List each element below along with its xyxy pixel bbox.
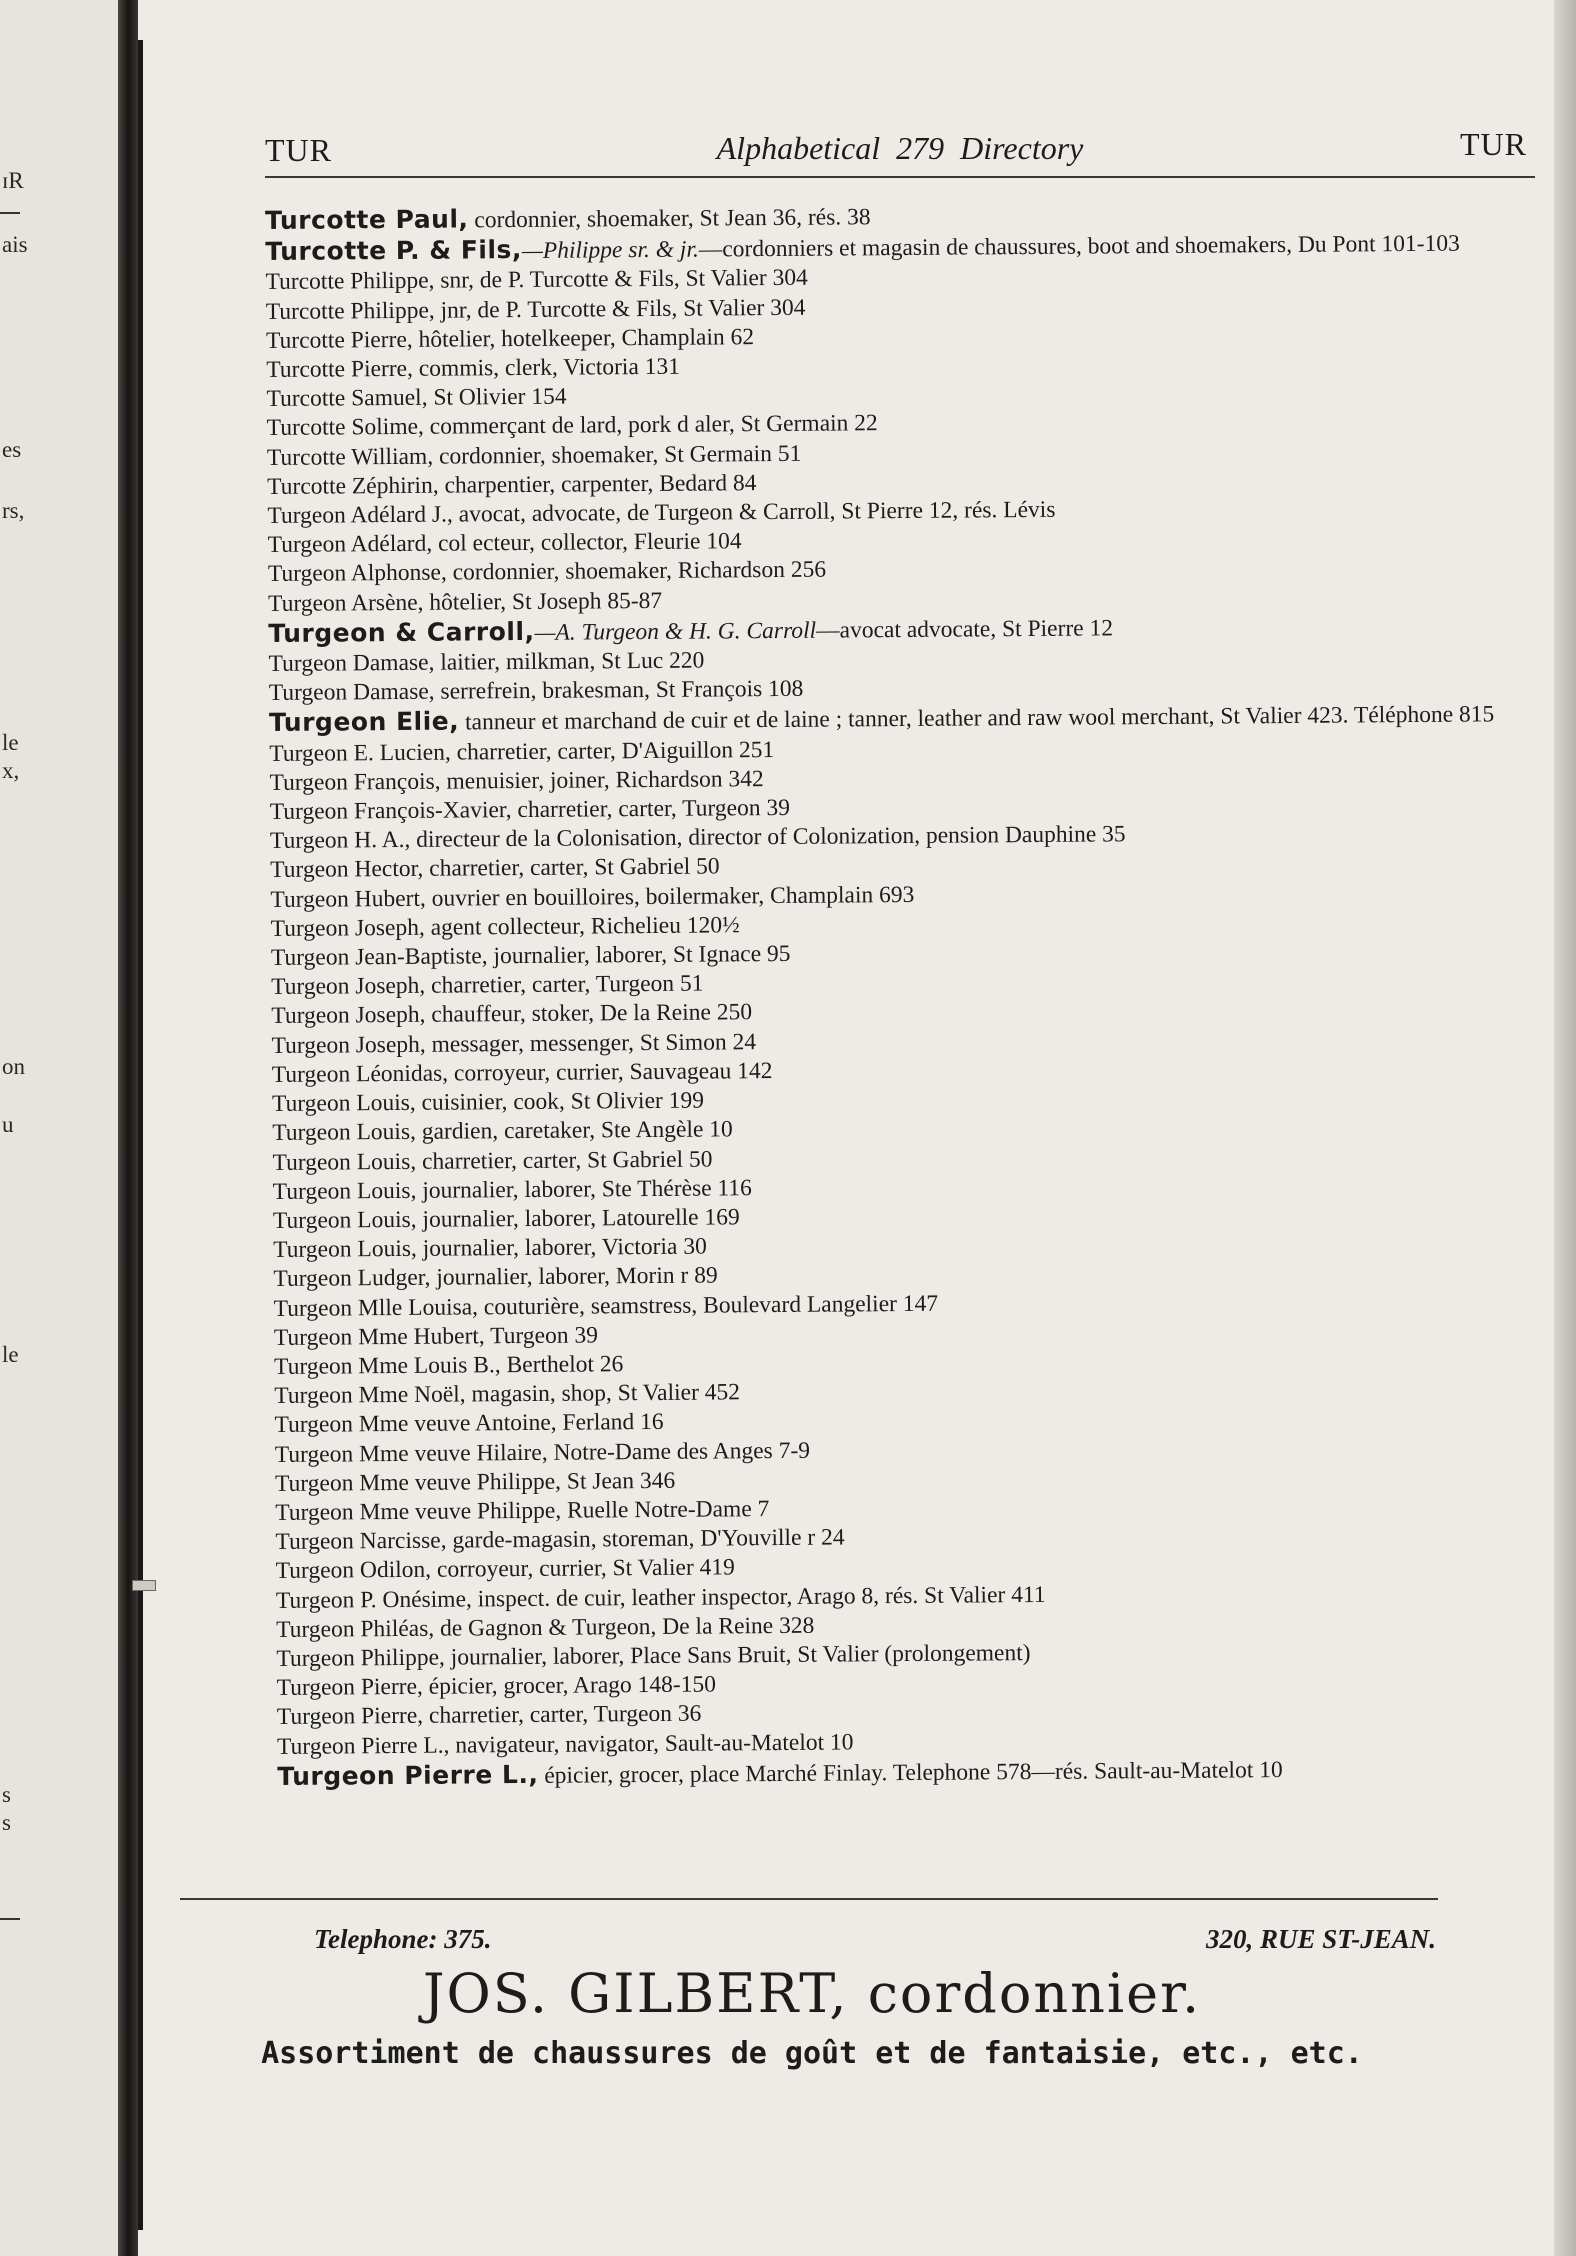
entry-name: Turgeon bbox=[276, 1674, 356, 1702]
entry-details: Adélard J., avocat, advocate, de Turgeon & Carroll, St Pierre 12, rés. Lévis bbox=[345, 496, 1056, 529]
entry-name: Turgeon bbox=[273, 1265, 352, 1293]
entry-details: Joseph, charretier, carter, Turgeon 51 bbox=[349, 970, 704, 1000]
entry-name: Turgeon bbox=[275, 1499, 354, 1526]
entry-name: Turgeon bbox=[274, 1411, 354, 1439]
left-page-margin bbox=[0, 0, 118, 2256]
entry-name: Turgeon bbox=[275, 1586, 355, 1614]
entry-details: Louis, journalier, laborer, Victoria 30 bbox=[351, 1233, 707, 1263]
entry-details: Louis, charretier, carter, St Gabriel 50 bbox=[350, 1146, 713, 1175]
entry-name: Turcotte bbox=[266, 385, 346, 413]
entry-details: épicier, grocer, place Marché Finlay. Telephone 578—rés. Sault-au-Matelot 10 bbox=[538, 1756, 1283, 1789]
entry-details: Odilon, corroyeur, currier, St Valier 419 bbox=[353, 1554, 735, 1584]
entry-name: Turgeon bbox=[276, 1732, 356, 1760]
entry-details: Zéphirin, charpentier, carpenter, Bedard 84 bbox=[345, 469, 757, 500]
entry-details: Mme Noël, magasin, shop, St Valier 452 bbox=[352, 1379, 741, 1409]
entry-details: Louis, gardien, caretaker, Ste Angèle 10 bbox=[350, 1116, 733, 1146]
entry-details: Mme veuve Hilaire, Notre-Dame des Anges 7-9 bbox=[353, 1437, 811, 1467]
ad-telephone: Telephone: 375. bbox=[314, 1924, 492, 1954]
entry-details: Jean-Baptiste, journalier, laborer, St Ignace 95 bbox=[349, 940, 791, 971]
left-fragment: s bbox=[2, 1782, 11, 1807]
entry-name: Turgeon bbox=[271, 1032, 351, 1059]
entry-details: Philippe, jnr, de P. Turcotte & Fils, St Valier 304 bbox=[344, 294, 806, 324]
left-fragment: ɪR bbox=[2, 168, 24, 193]
entry-name: Turgeon bbox=[271, 973, 350, 1001]
directory-entries bbox=[265, 196, 1547, 1793]
entry-details: Pierre L., navigateur, navigator, Sault-au-Matelot 10 bbox=[355, 1728, 854, 1759]
entry-details: Pierre, épicier, grocer, Arago 148-150 bbox=[354, 1671, 717, 1701]
header-right-guide: TUR bbox=[1460, 126, 1527, 162]
entry-details: Louis, cuisinier, cook, St Olivier 199 bbox=[350, 1087, 705, 1117]
header-title: Alphabetical 279 Directory bbox=[716, 130, 1084, 166]
advertisement bbox=[176, 1924, 1448, 2104]
entry-name: Turgeon bbox=[272, 1119, 351, 1147]
entry-details: H. A., directeur de la Colonisation, director of Colonization, pension Dauphine 35 bbox=[348, 821, 1126, 854]
left-fragment: rs, bbox=[2, 498, 25, 523]
entry-name: Turcotte bbox=[266, 443, 346, 471]
entry-details: Adélard, col ecteur, collector, Fleurie 104 bbox=[345, 528, 742, 558]
entry-name: Turgeon bbox=[267, 502, 346, 530]
left-fragment: u bbox=[2, 1112, 14, 1137]
entry-name: Turgeon bbox=[270, 944, 350, 972]
entry-details: Philippe, journalier, laborer, Place Sans Bruit, St Valier (prolongement) bbox=[354, 1639, 1031, 1672]
entry-details: Hubert, ouvrier en bouilloires, boilermaker, Champlain 693 bbox=[348, 881, 915, 913]
entry-details: Narcisse, garde-magasin, storeman, D'Youville r 24 bbox=[353, 1524, 845, 1555]
entry-name: Turgeon bbox=[274, 1470, 354, 1497]
entry-name: Turgeon bbox=[276, 1616, 355, 1643]
entry-details: Pierre, charretier, carter, Turgeon 36 bbox=[355, 1700, 702, 1730]
entry-name: Turgeon bbox=[268, 650, 348, 678]
entry-name: Turgeon bbox=[272, 1178, 352, 1205]
ad-address: 320, RUE ST-JEAN. bbox=[1205, 1924, 1436, 1954]
entry-name: Turcotte P. & Fils, bbox=[265, 235, 522, 267]
entry-details: cordonnier, shoemaker, St Jean 36, rés. 38 bbox=[468, 204, 871, 234]
entry-name: Turgeon bbox=[274, 1353, 353, 1380]
entry-name: Turcotte bbox=[266, 414, 346, 442]
entry-details: Mme Louis B., Berthelot 26 bbox=[352, 1351, 624, 1380]
entry-details: Mlle Louisa, couturière, seamstress, Boulevard Langelier 147 bbox=[351, 1290, 939, 1321]
entry-details: Solime, commerçant de lard, pork d aler, St Germain 22 bbox=[345, 410, 878, 441]
entry-details: Hector, charretier, carter, St Gabriel 50 bbox=[348, 853, 720, 883]
entry-name: Turgeon bbox=[274, 1440, 354, 1468]
left-rule bbox=[0, 212, 20, 214]
entry-name: Turgeon bbox=[272, 1148, 351, 1176]
entry-details: Joseph, agent collecteur, Richelieu 120½ bbox=[348, 912, 740, 942]
entry-name: Turgeon bbox=[271, 1090, 351, 1118]
entry-details: Pierre, commis, clerk, Victoria 131 bbox=[344, 353, 681, 383]
entry-partners: —Philippe sr. & jr. bbox=[521, 236, 699, 265]
left-fragment: le bbox=[2, 1342, 19, 1367]
entry-name: Turgeon bbox=[273, 1236, 352, 1264]
binding-edge bbox=[138, 40, 143, 2230]
entry-name: Turgeon bbox=[275, 1528, 354, 1556]
entry-name: Turgeon bbox=[273, 1324, 353, 1351]
left-fragment: le bbox=[2, 730, 19, 755]
book-gutter bbox=[118, 0, 138, 2256]
entry-name: Turgeon bbox=[272, 1207, 352, 1234]
ad-tagline: Assortiment de chaussures de goût et de fantaisie, etc., etc. bbox=[261, 2036, 1363, 2071]
entry-name: Turgeon Elie, bbox=[268, 706, 460, 738]
entry-name: Turgeon bbox=[276, 1645, 355, 1672]
left-fragment: x, bbox=[2, 758, 20, 783]
entry-partners: —A. Turgeon & H. G. Carroll bbox=[534, 617, 817, 646]
entry-name: Turcotte bbox=[267, 473, 347, 500]
left-rule bbox=[0, 1918, 20, 1920]
left-fragment: on bbox=[2, 1054, 25, 1079]
entry-name: Turgeon bbox=[270, 856, 349, 884]
entry-name: Turgeon bbox=[271, 1061, 351, 1088]
entry-details: E. Lucien, charretier, carter, D'Aiguillon 251 bbox=[347, 736, 775, 767]
page-edge bbox=[1554, 0, 1576, 2256]
entry-details: Mme veuve Antoine, Ferland 16 bbox=[352, 1409, 664, 1438]
entry-name: Turgeon bbox=[274, 1382, 353, 1410]
entry-name: Turgeon bbox=[269, 769, 349, 796]
entry-details: Joseph, chauffeur, stoker, De la Reine 250 bbox=[349, 999, 753, 1029]
entry-name: Turgeon bbox=[267, 560, 347, 588]
entry-details: Philippe, snr, de P. Turcotte & Fils, St Valier 304 bbox=[344, 265, 808, 295]
entry-details: Damase, laitier, milkman, St Luc 220 bbox=[346, 647, 705, 677]
entry-details: François-Xavier, charretier, carter, Turgeon 39 bbox=[348, 794, 791, 825]
left-fragment: ais bbox=[2, 232, 28, 257]
directory-page bbox=[138, 0, 1576, 2256]
entry-name: Turgeon & Carroll, bbox=[268, 616, 535, 648]
entry-name: Turgeon bbox=[268, 679, 348, 707]
staple bbox=[132, 1580, 156, 1591]
entry-details: Pierre, hôtelier, hotelkeeper, Champlain 62 bbox=[344, 323, 755, 354]
entry-details: Arsène, hôtelier, St Joseph 85-87 bbox=[346, 587, 663, 617]
entry-details: Louis, journalier, laborer, Latourelle 169 bbox=[351, 1204, 740, 1234]
entry-name: Turgeon bbox=[275, 1557, 355, 1585]
entry-details: —avocat advocate, St Pierre 12 bbox=[816, 615, 1114, 644]
entry-details: Joseph, messager, messenger, St Simon 24 bbox=[349, 1028, 757, 1059]
entry-details: P. Onésime, inspect. de cuir, leather inspector, Arago 8, rés. St Valier 411 bbox=[354, 1581, 1046, 1613]
entry-details: Mme veuve Philippe, St Jean 346 bbox=[353, 1467, 676, 1497]
entry-details: Alphonse, cordonnier, shoemaker, Richardson 256 bbox=[346, 557, 827, 587]
entry-details: Louis, journalier, laborer, Ste Thérèse 116 bbox=[351, 1174, 752, 1205]
entry-details: William, cordonnier, shoemaker, St Germain 51 bbox=[345, 440, 802, 470]
entry-details: tanneur et marchand de cuir et de laine ; tanner, leather and raw wool merchant, St Valier 423. Téléphone 815 bbox=[459, 701, 1495, 736]
left-fragment: es bbox=[2, 437, 22, 462]
entry-details: Ludger, journalier, laborer, Morin r 89 bbox=[351, 1262, 718, 1292]
entry-details: —cordonniers et magasin de chaussures, boot and shoemakers, Du Pont 101-103 bbox=[698, 230, 1460, 263]
entry-name: Turgeon Pierre L., bbox=[277, 1759, 539, 1791]
header-left-guide: TUR bbox=[265, 132, 332, 168]
left-fragment: s bbox=[2, 1810, 11, 1835]
bottom-rule bbox=[180, 1898, 1438, 1900]
entry-name: Turcotte bbox=[266, 356, 346, 384]
entry-details: Léonidas, corroyeur, currier, Sauvageau 142 bbox=[350, 1057, 773, 1088]
entry-name: Turgeon bbox=[267, 531, 347, 559]
entry-name: Turcotte bbox=[265, 268, 345, 296]
entry-details: Philéas, de Gagnon & Turgeon, De la Reine 328 bbox=[354, 1612, 815, 1643]
entry-details: Mme Hubert, Turgeon 39 bbox=[352, 1322, 599, 1351]
entry-details: Mme veuve Philippe, Ruelle Notre-Dame 7 bbox=[353, 1496, 770, 1526]
entry-details: Damase, serrefrein, brakesman, St François 108 bbox=[347, 676, 804, 706]
ad-company-name: JOS. GILBERT, cordonnier. bbox=[422, 1962, 1202, 2025]
entry-name: Turgeon bbox=[269, 740, 348, 767]
entry-name: Turgeon bbox=[269, 798, 349, 826]
entry-name: Turgeon bbox=[273, 1294, 353, 1322]
entry-details: Samuel, St Olivier 154 bbox=[345, 383, 567, 412]
entry-name: Turgeon bbox=[270, 886, 349, 913]
entry-name: Turgeon bbox=[268, 590, 347, 617]
entry-name: Turcotte bbox=[265, 327, 345, 354]
running-header bbox=[265, 126, 1535, 178]
entry-name: Turcotte bbox=[265, 297, 345, 325]
entry-name: Turgeon bbox=[270, 915, 350, 942]
entry-name: Turgeon bbox=[269, 827, 349, 855]
entry-name: Turcotte Paul, bbox=[265, 204, 469, 235]
entry-name: Turgeon bbox=[271, 1002, 350, 1030]
entry-name: Turgeon bbox=[276, 1703, 356, 1731]
entry-details: François, menuisier, joiner, Richardson 342 bbox=[347, 765, 764, 796]
